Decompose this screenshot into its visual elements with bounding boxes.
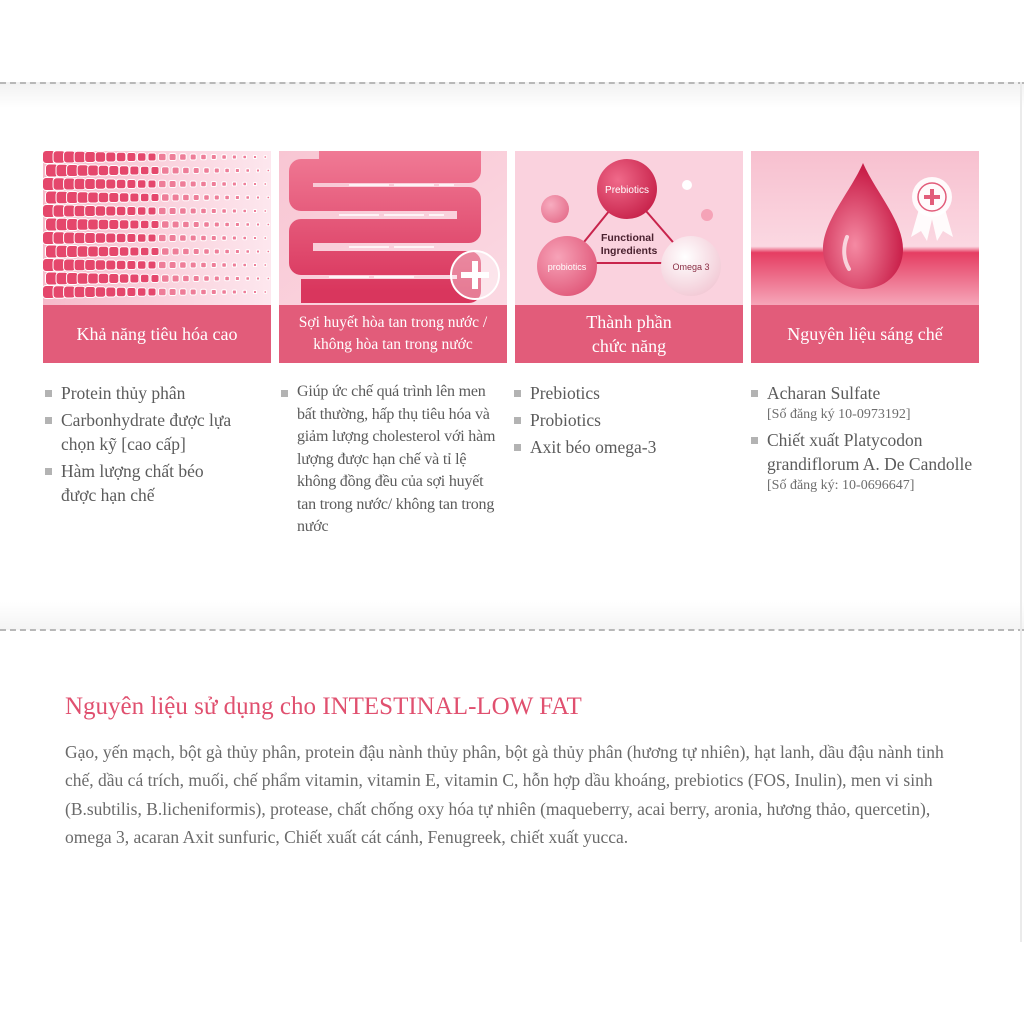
bubble xyxy=(235,249,239,253)
card-1-bullets xyxy=(43,381,263,510)
bubble xyxy=(151,166,159,174)
bubble xyxy=(243,155,247,159)
bubble xyxy=(116,206,126,216)
bubble xyxy=(214,195,219,200)
bubble xyxy=(267,169,270,172)
bubble xyxy=(162,194,170,202)
bubble xyxy=(151,247,159,255)
bubble xyxy=(162,167,170,175)
bubble xyxy=(172,194,179,201)
bubble xyxy=(106,206,116,216)
bubble xyxy=(109,219,119,229)
bubble xyxy=(214,276,219,281)
bubble xyxy=(211,235,216,240)
bubble xyxy=(190,208,196,214)
bubble xyxy=(256,277,259,280)
bubble xyxy=(264,291,267,294)
bubble xyxy=(243,290,247,294)
bubble xyxy=(232,182,236,186)
registration-number: [Số đăng ký 10-0973192] xyxy=(767,407,911,422)
bottom-divider xyxy=(0,629,1024,631)
bubble xyxy=(190,154,196,160)
bubble xyxy=(98,246,109,257)
list-item: Carbonhydrate được lựa chọn kỹ [cao cấp] xyxy=(43,408,251,456)
bubble xyxy=(201,208,207,214)
bubble xyxy=(130,193,139,202)
diagram-left-label: probiotics xyxy=(547,262,587,272)
bubble xyxy=(225,195,230,200)
bubble xyxy=(88,246,99,257)
list-item: Prebiotics xyxy=(512,381,732,405)
bubble xyxy=(159,234,167,242)
bubble xyxy=(148,261,156,269)
bubble xyxy=(232,209,236,213)
bubble xyxy=(193,167,199,173)
bubble xyxy=(193,194,199,200)
bubble xyxy=(130,247,139,256)
bubble xyxy=(180,154,187,161)
card-functional xyxy=(515,151,743,363)
bubble xyxy=(74,151,86,163)
bubble xyxy=(222,290,227,295)
right-edge-line xyxy=(1020,82,1022,942)
bubble xyxy=(119,166,129,176)
bubble xyxy=(109,246,119,256)
card-fiber xyxy=(279,151,507,363)
bubble xyxy=(130,220,139,229)
card-label-text: Thành phần chức năng xyxy=(586,312,672,356)
bubble xyxy=(243,263,247,267)
bubble xyxy=(235,168,239,172)
patent-name: Acharan Sulfate xyxy=(767,383,881,403)
bubble xyxy=(88,273,99,284)
ingredients-title: Nguyên liệu sử dụng cho INTESTINAL-LOW FAT xyxy=(65,693,582,720)
bubble xyxy=(74,178,86,190)
bubble xyxy=(201,154,207,160)
bubble xyxy=(183,275,190,282)
intestine-icon xyxy=(279,151,507,305)
bubble xyxy=(127,260,136,269)
bubble xyxy=(88,165,99,176)
list-item: Probiotics xyxy=(512,408,732,432)
bubble xyxy=(172,167,179,174)
bubble xyxy=(74,232,86,244)
bubble xyxy=(137,180,146,189)
bubble xyxy=(109,165,119,175)
list-item xyxy=(749,428,979,496)
bubble xyxy=(127,287,136,296)
bubble xyxy=(256,223,259,226)
bubble xyxy=(130,166,139,175)
bubble xyxy=(95,206,106,217)
bubble xyxy=(74,286,86,298)
card-digestibility xyxy=(43,151,271,363)
bubbles-illustration xyxy=(43,151,271,305)
bubble xyxy=(243,236,247,240)
bubble xyxy=(137,288,146,297)
card-label: Khả năng tiêu hóa cao xyxy=(43,305,271,363)
bubble xyxy=(246,196,250,200)
bubble xyxy=(169,234,176,241)
bubble xyxy=(140,247,149,256)
bubble xyxy=(77,273,89,285)
diagram-top-label: Prebiotics xyxy=(605,185,649,196)
card-patent xyxy=(751,151,979,363)
bubble xyxy=(211,262,216,267)
card-4-bullets xyxy=(749,381,979,499)
bubble xyxy=(162,221,170,229)
diagram-right-label: Omega 3 xyxy=(672,262,710,272)
bubble xyxy=(214,168,219,173)
list-item: Giúp ức chế quá trình lên men bất thường, hấp thụ tiêu hóa và giảm lượng cholesterol với hàm lượng được hạn chế và tỉ lệ không đồng đều của sợi huyết tan trong nước/ không tan trong nước xyxy=(279,381,505,539)
bubble xyxy=(159,153,167,161)
bubble xyxy=(140,220,149,229)
bubble xyxy=(190,262,196,268)
bubble xyxy=(243,182,247,186)
bubble xyxy=(183,221,190,228)
bubble xyxy=(119,247,129,257)
bubble xyxy=(201,289,207,295)
bubble xyxy=(148,234,156,242)
bubble xyxy=(253,290,256,293)
blood-drop-icon xyxy=(751,151,979,305)
bubble xyxy=(137,153,146,162)
bubble xyxy=(106,260,116,270)
bubble xyxy=(246,169,250,173)
bubble xyxy=(85,151,96,162)
bubble xyxy=(246,250,250,254)
functional-diagram xyxy=(515,151,743,305)
list-item: Protein thủy phân xyxy=(43,381,263,405)
bubble xyxy=(127,233,136,242)
bubble xyxy=(88,192,99,203)
bubble xyxy=(77,246,89,258)
bubble xyxy=(180,289,187,296)
bubble xyxy=(222,155,227,160)
bubble xyxy=(264,156,267,159)
bubble xyxy=(256,250,259,253)
bubble xyxy=(106,287,116,297)
bubble xyxy=(204,168,210,174)
bubble xyxy=(256,169,259,172)
bubble xyxy=(151,193,159,201)
bubble xyxy=(85,205,96,216)
bubble xyxy=(225,249,230,254)
bubble xyxy=(116,260,126,270)
bubble xyxy=(225,168,230,173)
bubble xyxy=(222,182,227,187)
card-label xyxy=(515,305,743,363)
bubble xyxy=(119,274,129,284)
list-item xyxy=(749,381,979,425)
bubble xyxy=(204,195,210,201)
bubble xyxy=(232,155,236,159)
bubble xyxy=(106,152,116,162)
bubble xyxy=(172,275,179,282)
bubble xyxy=(190,181,196,187)
bubble xyxy=(267,196,270,199)
bubble xyxy=(183,194,190,201)
bubble xyxy=(148,153,156,161)
bubble xyxy=(180,208,187,215)
bubble xyxy=(211,208,216,213)
bubble xyxy=(222,263,227,268)
bubble xyxy=(264,210,267,213)
bubble xyxy=(253,263,256,266)
bubble xyxy=(201,181,207,187)
bubble xyxy=(85,259,96,270)
bubble xyxy=(204,276,210,282)
bubble xyxy=(214,249,219,254)
bubble xyxy=(246,223,250,227)
bubble xyxy=(106,233,116,243)
bubble xyxy=(225,276,230,281)
card-label: Nguyên liệu sáng chế xyxy=(751,305,979,363)
bubble xyxy=(74,259,86,271)
bubble xyxy=(264,183,267,186)
bubble xyxy=(95,179,106,190)
bubble xyxy=(148,180,156,188)
bubble xyxy=(88,219,99,230)
bubble xyxy=(267,250,270,253)
bubble xyxy=(235,195,239,199)
bubble xyxy=(172,221,179,228)
bubble xyxy=(201,262,207,268)
bubble xyxy=(169,180,176,187)
card-3-bullets xyxy=(512,381,732,462)
bubble xyxy=(235,276,239,280)
bubble xyxy=(140,193,149,202)
bubble xyxy=(109,192,119,202)
bubble xyxy=(253,236,256,239)
list-item: Hàm lượng chất béo được hạn chế xyxy=(43,459,241,507)
intestine-illustration xyxy=(279,151,507,305)
card-label: Sợi huyết hòa tan trong nước / không hòa tan trong nước xyxy=(279,305,507,363)
bubble xyxy=(225,222,230,227)
bubble xyxy=(267,277,270,280)
diagram-center-label: Functional Ingredients xyxy=(600,232,658,257)
bubble xyxy=(193,275,199,281)
bubble xyxy=(148,288,156,296)
bubble xyxy=(77,219,89,231)
card-2-bullets xyxy=(279,381,505,542)
bubble xyxy=(98,165,109,176)
bubble xyxy=(190,289,196,295)
bubble xyxy=(193,221,199,227)
bubble xyxy=(116,233,126,243)
bubble xyxy=(169,207,176,214)
bubble xyxy=(253,155,256,158)
bubble xyxy=(130,274,139,283)
bubble xyxy=(127,179,136,188)
bubble xyxy=(253,209,256,212)
bubble xyxy=(204,222,210,228)
bubble xyxy=(253,182,256,185)
bubble xyxy=(77,165,89,177)
bubble xyxy=(222,236,227,241)
bubble xyxy=(85,286,96,297)
bubble xyxy=(256,196,259,199)
bubbles-icon xyxy=(43,151,271,305)
bubble xyxy=(140,166,149,175)
bubble xyxy=(137,261,146,270)
bubble xyxy=(232,263,236,267)
bubble xyxy=(232,236,236,240)
bubble xyxy=(162,275,170,283)
bubble xyxy=(214,222,219,227)
bubble xyxy=(267,223,270,226)
bubble xyxy=(116,152,126,162)
bubble xyxy=(95,287,106,298)
registration-number: [Số đăng ký: 10-0696647] xyxy=(767,478,915,493)
ingredients-body: Gạo, yến mạch, bột gà thủy phân, protein đậu nành thủy phân, bột gà thủy phân (hương tự nhiên), hạt lanh, dầu đậu nành tinh chế, dầu cá trích, muối, chế phẩm vitamin, vitamin E, vitamin C, hỗn hợp dầu khoáng, prebiotics (FOS, Inulin), men vi sinh (B.subtilis, B.licheniformis), protease, chất chống oxy hóa tự nhiên (maqueberry, acai berry, aronia, hương thảo, quercetin), omega 3, acaran Axit sunfuric, Chiết xuất cát cánh, Fenugreek, chiết xuất yucca. xyxy=(65,742,944,848)
bubble xyxy=(137,207,146,216)
bubble xyxy=(190,235,196,241)
bubble xyxy=(183,167,190,174)
bubble xyxy=(193,248,199,254)
bubble xyxy=(159,207,167,215)
bubble xyxy=(137,234,146,243)
bubble xyxy=(169,288,176,295)
bubble xyxy=(140,274,149,283)
bubble xyxy=(180,235,187,242)
bubble xyxy=(109,273,119,283)
bubble xyxy=(159,180,167,188)
bubble xyxy=(116,287,126,297)
bubble xyxy=(95,260,106,271)
bubble xyxy=(201,235,207,241)
bubble xyxy=(169,153,176,160)
molecule-icon xyxy=(515,151,743,305)
bubble xyxy=(243,209,247,213)
bubble xyxy=(119,193,129,203)
bubble xyxy=(98,219,109,230)
list-item: Axit béo omega-3 xyxy=(512,435,732,459)
bubble xyxy=(127,206,136,215)
bubble xyxy=(98,192,109,203)
bubble xyxy=(169,261,176,268)
bubble xyxy=(127,152,136,161)
drop-illustration xyxy=(751,151,979,305)
bubble xyxy=(95,152,106,163)
bubble xyxy=(246,277,250,281)
bubble xyxy=(77,192,89,204)
bubble xyxy=(211,181,216,186)
bubble xyxy=(180,181,187,188)
bubble xyxy=(235,222,239,226)
bubble xyxy=(172,248,179,255)
bubble xyxy=(159,288,167,296)
bubble xyxy=(74,205,86,217)
bubble xyxy=(232,290,236,294)
bubble xyxy=(85,178,96,189)
bubble xyxy=(98,273,109,284)
bubble xyxy=(180,262,187,269)
bubble xyxy=(264,237,267,240)
bubble xyxy=(162,248,170,256)
bubble xyxy=(159,261,167,269)
bubble xyxy=(85,232,96,243)
bubble xyxy=(106,179,116,189)
bubble xyxy=(151,220,159,228)
bubble xyxy=(204,249,210,255)
top-divider xyxy=(0,82,1024,84)
bubble xyxy=(148,207,156,215)
bubble xyxy=(211,289,216,294)
bubble xyxy=(95,233,106,244)
bubble xyxy=(116,179,126,189)
bubble xyxy=(183,248,190,255)
bubble xyxy=(264,264,267,267)
bubble xyxy=(151,274,159,282)
patent-name: Chiết xuất Platycodon grandiflorum A. De Candolle xyxy=(767,430,973,474)
bubble xyxy=(222,209,227,214)
bubble xyxy=(119,220,129,230)
bubble xyxy=(211,154,216,159)
